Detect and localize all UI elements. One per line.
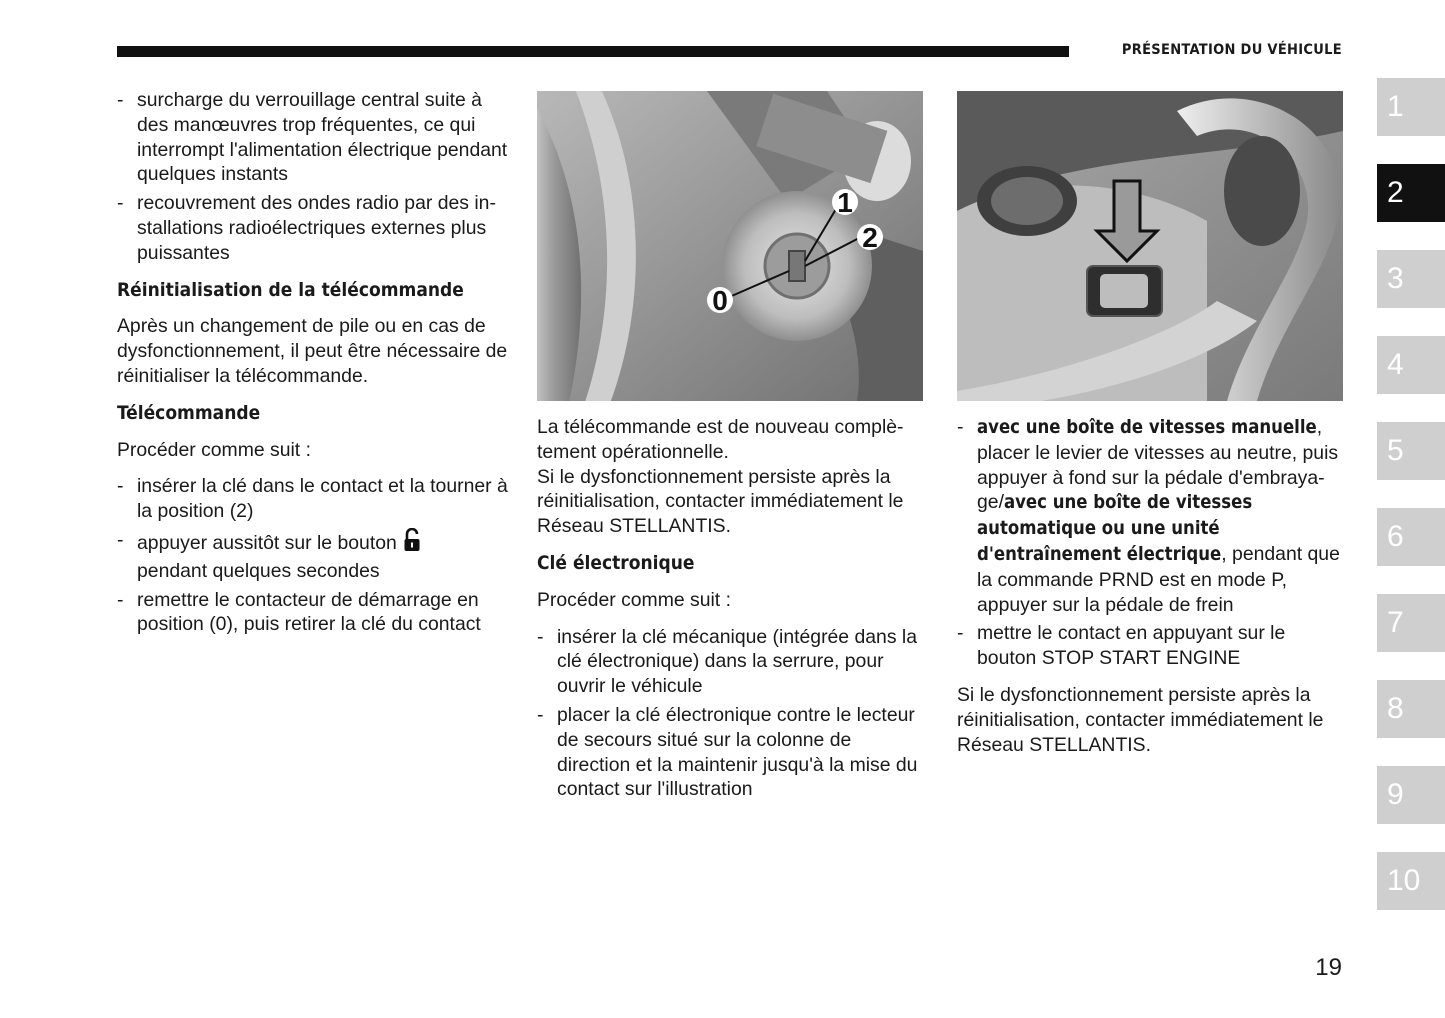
steering-column-reader-illustration	[957, 91, 1343, 401]
bold-text: avec une boîte de vitesses automatique ou une unité d'entraînement électrique	[977, 492, 1253, 565]
procedure-intro: Procéder comme suit :	[117, 438, 311, 461]
callout-1: 1	[837, 187, 853, 218]
chapter-tab-2[interactable]: 2	[1377, 164, 1445, 222]
list-item: - recouvrement des ondes radio par des in-stallations radioélectriques externes plus puissantes	[117, 191, 512, 265]
heading-remote: Télécommande	[117, 401, 261, 424]
chapter-tab-10[interactable]: 10	[1377, 852, 1445, 910]
procedure-intro: Procéder comme suit :	[537, 588, 731, 611]
steps-remote	[117, 474, 512, 637]
step-text: , placer le levier de vitesses au neutre, puis appuyer à fond sur la pédale d'embraya-ge/	[977, 416, 1339, 514]
callout-2: 2	[862, 222, 878, 253]
list-item	[117, 528, 512, 584]
chapter-tab-6[interactable]: 6	[1377, 508, 1445, 566]
chapter-tab-1[interactable]: 1	[1377, 78, 1445, 136]
list-item: - insérer la clé mécanique (intégrée dans la clé électronique) dans la serrure, pour ouvrir le véhicule	[537, 625, 927, 699]
header-rule	[117, 46, 1069, 57]
step-text: pendant quelques secondes	[137, 559, 380, 582]
column-2	[537, 415, 927, 814]
bullet-list-causes	[117, 88, 512, 266]
chapter-tab-4[interactable]: 4	[1377, 336, 1445, 394]
list-item: - insérer la clé dans le contact et la tourner à la position (2)	[117, 474, 512, 524]
paragraph-contact-network: Si le dysfonctionnement persiste après la réinitialisation, contacter immédiatement le Réseau STELLANTIS.	[957, 683, 1324, 756]
chapter-tab-3[interactable]: 3	[1377, 250, 1445, 308]
list-item	[957, 415, 1349, 617]
steps-start	[957, 415, 1349, 671]
step-text: , pendant que la commande PRND est en mode P, appuyer sur la pédale de frein	[977, 542, 1340, 616]
column-1	[117, 88, 512, 649]
padlock-open-icon	[403, 528, 421, 559]
heading-remote-reset: Réinitialisation de la télécommande	[117, 278, 464, 301]
step-text: appuyer aussitôt sur le bouton	[137, 531, 397, 554]
list-item: - placer la clé électronique contre le lecteur de secours situé sur la colonne de direction et la maintenir jusqu'à la mise du contact sur l'illustration	[537, 703, 927, 802]
paragraph-contact-network: Si le dysfonctionnement persiste après la réinitialisation, contacter immédiatement le Réseau STELLANTIS.	[537, 465, 904, 538]
bold-text: avec une boîte de vitesses manuelle	[977, 417, 1317, 438]
page-number: 19	[1315, 954, 1342, 981]
steps-electronic-key	[537, 625, 927, 803]
paragraph-reset: Après un changement de pile ou en cas de dysfonctionnement, il peut être nécessaire de réinitialiser la télécommande.	[117, 315, 508, 387]
chapter-tab-7[interactable]: 7	[1377, 594, 1445, 652]
chapter-tab-5[interactable]: 5	[1377, 422, 1445, 480]
callout-0: 0	[712, 285, 728, 316]
column-3	[957, 415, 1349, 769]
list-item: - mettre le contact en appuyant sur le bouton STOP START ENGINE	[957, 621, 1349, 671]
list-item: - remettre le contacteur de démarrage en position (0), puis retirer la clé du contact	[117, 588, 512, 638]
heading-electronic-key: Clé électronique	[537, 551, 695, 574]
paragraph-operational: La télécommande est de nouveau complè-tement opérationnelle.	[537, 416, 904, 463]
section-title: PRÉSENTATION DU VÉHICULE	[1121, 42, 1342, 58]
list-item: - surcharge du verrouillage central suite à des manœuvres trop fréquentes, ce qui interrompt l'alimentation électrique pendant quelques instants	[117, 88, 512, 187]
chapter-tab-9[interactable]: 9	[1377, 766, 1445, 824]
chapter-tab-8[interactable]: 8	[1377, 680, 1445, 738]
ignition-switch-illustration	[537, 91, 923, 401]
